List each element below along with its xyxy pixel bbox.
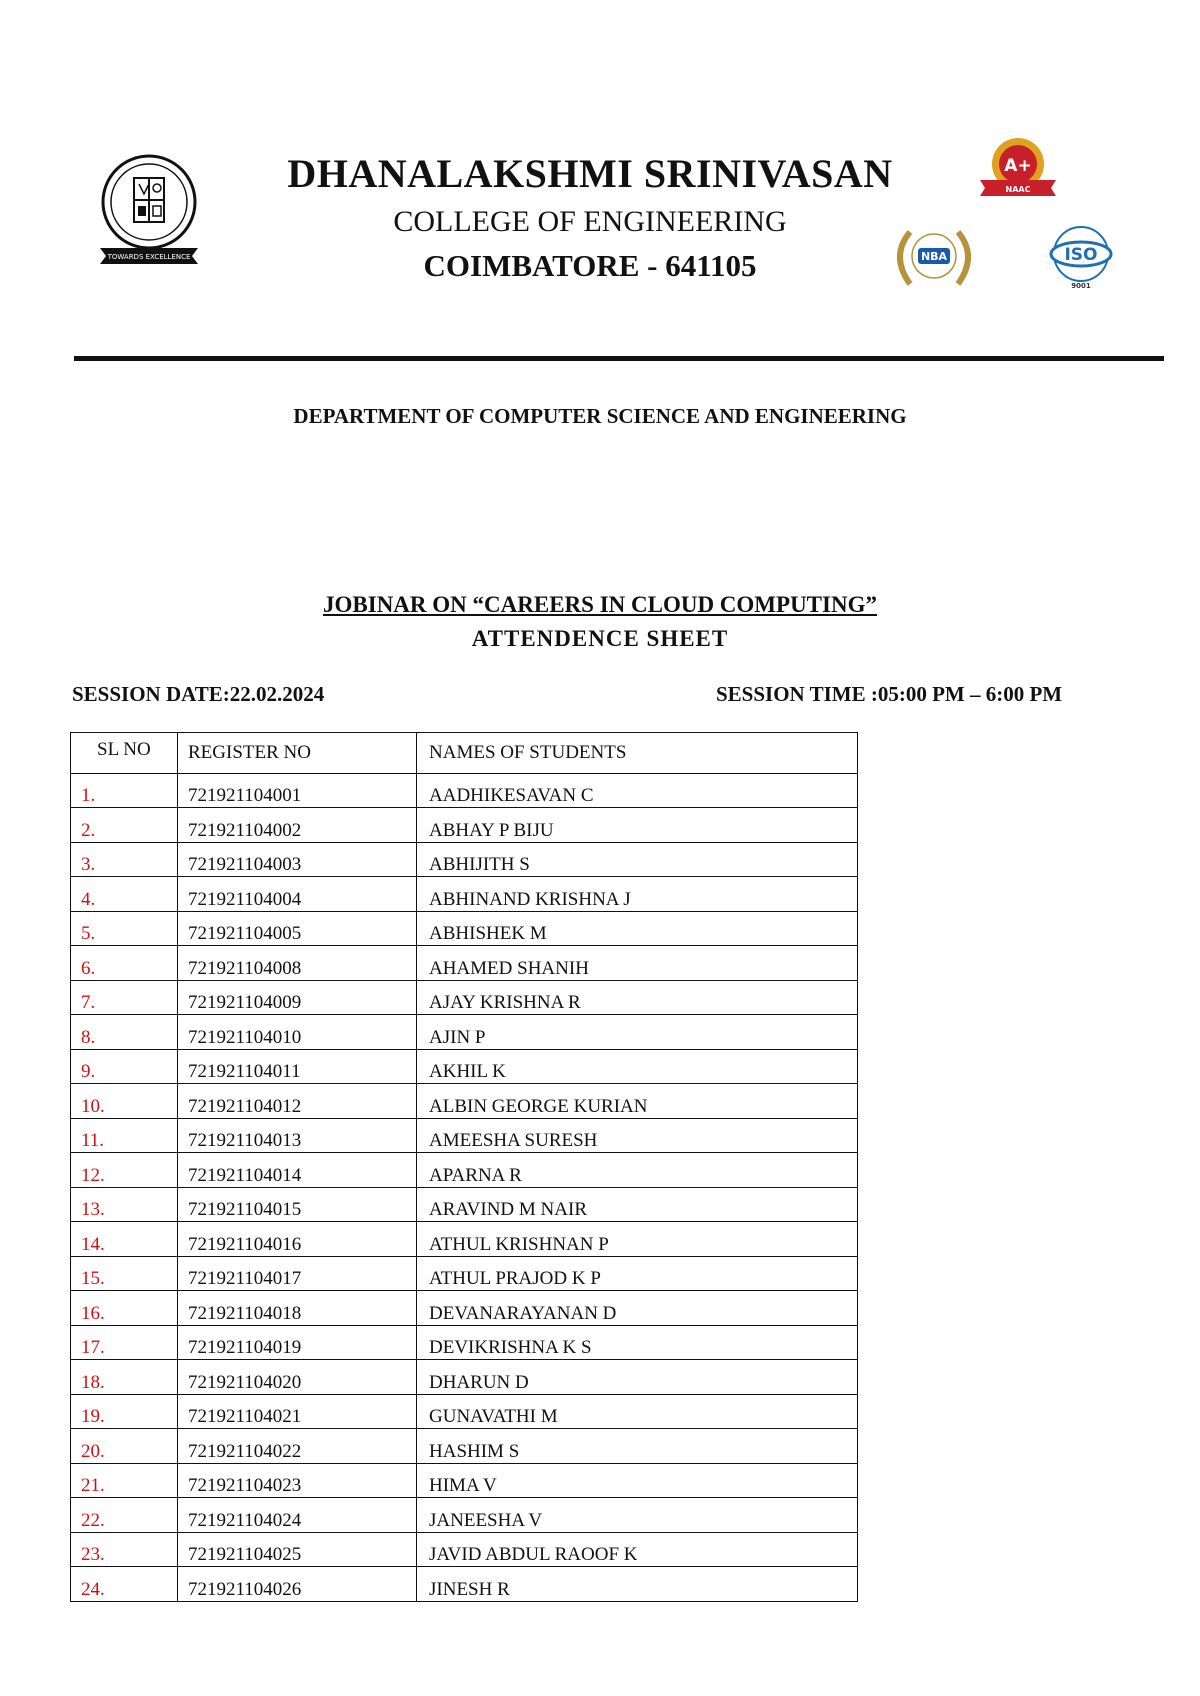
sl-no-cell: 22. <box>71 1498 178 1533</box>
sl-no-cell: 11. <box>71 1118 178 1153</box>
table-row <box>71 773 858 808</box>
register-no-cell: 721921104022 <box>178 1429 417 1464</box>
register-no-cell: 721921104013 <box>178 1118 417 1153</box>
register-no-cell: 721921104004 <box>178 877 417 912</box>
sl-no-cell: 18. <box>71 1360 178 1395</box>
register-no-cell: 721921104017 <box>178 1256 417 1291</box>
header-sl-no: SL NO <box>71 733 178 774</box>
sl-no-cell: 2. <box>71 808 178 843</box>
table-row <box>71 808 858 843</box>
naac-accreditation-icon <box>976 136 1060 204</box>
table-row <box>71 1429 858 1464</box>
student-name-cell: AHAMED SHANIH <box>417 946 858 981</box>
table-row <box>71 1222 858 1257</box>
department-title: DEPARTMENT OF COMPUTER SCIENCE AND ENGINEERING <box>293 404 907 428</box>
register-no-cell: 721921104012 <box>178 1084 417 1119</box>
table-row <box>71 842 858 877</box>
sl-no-cell: 8. <box>71 1015 178 1050</box>
sl-no-cell: 13. <box>71 1187 178 1222</box>
header-student-name: NAMES OF STUDENTS <box>417 733 858 774</box>
sl-no-cell: 1. <box>71 773 178 808</box>
header-register-no: REGISTER NO <box>178 733 417 774</box>
register-no-cell: 721921104003 <box>178 842 417 877</box>
register-no-cell: 721921104024 <box>178 1498 417 1533</box>
sl-no-cell: 7. <box>71 980 178 1015</box>
table-row <box>71 1463 858 1498</box>
sl-no-cell: 12. <box>71 1153 178 1188</box>
student-name-cell: DHARUN D <box>417 1360 858 1395</box>
student-name-cell: HASHIM S <box>417 1429 858 1464</box>
student-name-cell: GUNAVATHI M <box>417 1394 858 1429</box>
student-name-cell: ABHISHEK M <box>417 911 858 946</box>
student-name-cell: HIMA V <box>417 1463 858 1498</box>
sl-no-cell: 17. <box>71 1325 178 1360</box>
register-no-cell: 721921104001 <box>178 773 417 808</box>
student-name-cell: JAVID ABDUL RAOOF K <box>417 1532 858 1567</box>
student-name-cell: ABHINAND KRISHNA J <box>417 877 858 912</box>
register-no-cell: 721921104014 <box>178 1153 417 1188</box>
table-row <box>71 1360 858 1395</box>
sl-no-cell: 5. <box>71 911 178 946</box>
sl-no-cell: 23. <box>71 1532 178 1567</box>
student-name-cell: ATHUL PRAJOD K P <box>417 1256 858 1291</box>
table-row <box>71 1049 858 1084</box>
sl-no-cell: 4. <box>71 877 178 912</box>
session-date: SESSION DATE:22.02.2024 <box>72 682 325 706</box>
register-no-cell: 721921104005 <box>178 911 417 946</box>
table-row <box>71 946 858 981</box>
sl-no-cell: 16. <box>71 1291 178 1326</box>
student-name-cell: AJAY KRISHNA R <box>417 980 858 1015</box>
table-row <box>71 1532 858 1567</box>
table-row <box>71 1084 858 1119</box>
iso-label: ISO <box>1064 245 1098 265</box>
register-no-cell: 721921104019 <box>178 1325 417 1360</box>
register-no-cell: 721921104018 <box>178 1291 417 1326</box>
register-no-cell: 721921104002 <box>178 808 417 843</box>
register-no-cell: 721921104008 <box>178 946 417 981</box>
student-name-cell: DEVIKRISHNA K S <box>417 1325 858 1360</box>
table-row <box>71 1153 858 1188</box>
nba-label: NBA <box>920 250 948 263</box>
student-name-cell: AKHIL K <box>417 1049 858 1084</box>
register-no-cell: 721921104010 <box>178 1015 417 1050</box>
sl-no-cell: 20. <box>71 1429 178 1464</box>
emblem-motto: TOWARDS EXCELLENCE <box>107 253 191 261</box>
table-row <box>71 1498 858 1533</box>
register-no-cell: 721921104021 <box>178 1394 417 1429</box>
sheet-title: ATTENDENCE SHEET <box>471 626 729 651</box>
student-name-cell: AJIN P <box>417 1015 858 1050</box>
student-name-cell: AMEESHA SURESH <box>417 1118 858 1153</box>
student-name-cell: JANEESHA V <box>417 1498 858 1533</box>
college-name-line1: DHANALAKSHMI SRINIVASAN <box>287 151 893 196</box>
table-row <box>71 1015 858 1050</box>
table-row <box>71 1394 858 1429</box>
event-title: JOBINAR ON “CAREERS IN CLOUD COMPUTING” <box>323 592 877 617</box>
register-no-cell: 721921104020 <box>178 1360 417 1395</box>
register-no-cell: 721921104015 <box>178 1187 417 1222</box>
table-row <box>71 1291 858 1326</box>
table-row <box>71 1256 858 1291</box>
iso-sub-label: 9001 <box>1071 282 1091 290</box>
student-name-cell: APARNA R <box>417 1153 858 1188</box>
sl-no-cell: 6. <box>71 946 178 981</box>
register-no-cell: 721921104009 <box>178 980 417 1015</box>
table-row <box>71 980 858 1015</box>
student-name-cell: ATHUL KRISHNAN P <box>417 1222 858 1257</box>
student-name-cell: DEVANARAYANAN D <box>417 1291 858 1326</box>
table-row <box>71 877 858 912</box>
college-location: COIMBATORE - 641105 <box>423 248 757 283</box>
student-name-cell: ALBIN GEORGE KURIAN <box>417 1084 858 1119</box>
sl-no-cell: 10. <box>71 1084 178 1119</box>
nba-accreditation-icon <box>888 222 980 290</box>
session-time: SESSION TIME :05:00 PM – 6:00 PM <box>716 682 1063 706</box>
sl-no-cell: 19. <box>71 1394 178 1429</box>
sl-no-cell: 9. <box>71 1049 178 1084</box>
sl-no-cell: 15. <box>71 1256 178 1291</box>
naac-grade: A+ <box>1004 156 1032 176</box>
table-row <box>71 1325 858 1360</box>
student-name-cell: ABHAY P BIJU <box>417 808 858 843</box>
table-row <box>71 1187 858 1222</box>
student-name-cell: ARAVIND M NAIR <box>417 1187 858 1222</box>
table-row <box>71 1567 858 1602</box>
student-name-cell: JINESH R <box>417 1567 858 1602</box>
sl-no-cell: 21. <box>71 1463 178 1498</box>
sl-no-cell: 3. <box>71 842 178 877</box>
header-divider <box>74 356 1164 361</box>
sl-no-cell: 14. <box>71 1222 178 1257</box>
student-name-cell: AADHIKESAVAN C <box>417 773 858 808</box>
attendance-table <box>70 732 858 1602</box>
college-name-line2: COLLEGE OF ENGINEERING <box>393 205 787 238</box>
register-no-cell: 721921104011 <box>178 1049 417 1084</box>
sl-no-cell: 24. <box>71 1567 178 1602</box>
student-name-cell: ABHIJITH S <box>417 842 858 877</box>
iso-certification-icon <box>1038 224 1124 292</box>
table-row <box>71 911 858 946</box>
register-no-cell: 721921104016 <box>178 1222 417 1257</box>
register-no-cell: 721921104025 <box>178 1532 417 1567</box>
naac-label: NAAC <box>1005 185 1031 194</box>
table-header-row <box>71 733 858 774</box>
attendance-rows <box>71 773 858 1601</box>
table-row <box>71 1118 858 1153</box>
register-no-cell: 721921104023 <box>178 1463 417 1498</box>
register-no-cell: 721921104026 <box>178 1567 417 1602</box>
